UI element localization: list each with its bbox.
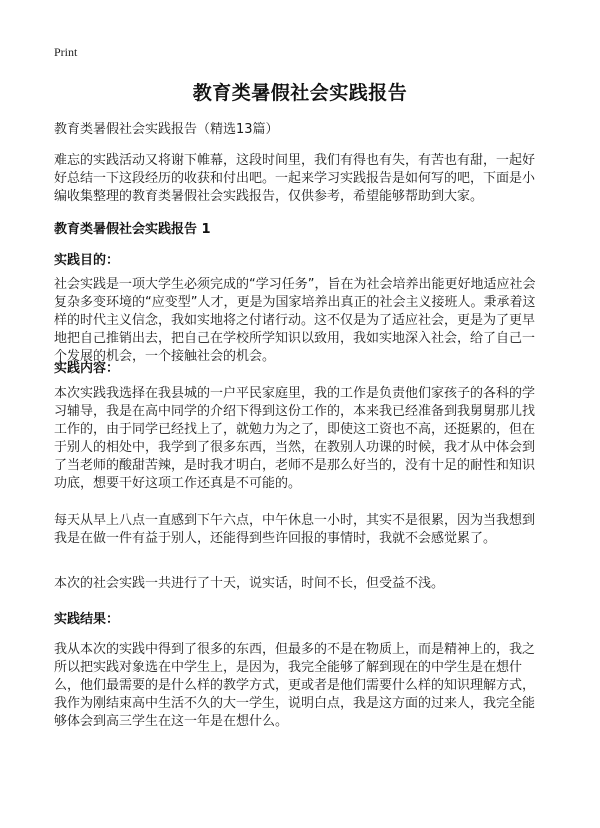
section-heading-purpose: 实践目的： [54,253,120,268]
section-paragraph: 社会实践是一项大学生必须完成的“学习任务”，旨在为社会培养出能更好地适应社会复杂多变环境的“应变型”人才，更是为国家培养出真正的社会主义接班人。秉承着这样的时代主义信念，我如实地将之付诸行动。这不仅是为了适应社会，更是为了更早地把自己推销出去，把自己在学校所学知识以致用，我如实地深入社会，给了自己一个发展的机会，一个接触社会的机会。 [54,277,536,364]
section-heading-result: 实践结果： [54,612,120,627]
section-paragraph: 本次实践我选择在我县城的一户平民家庭里，我的工作是负责他们家孩子的各科的学习辅导，我是在高中同学的介绍下得到这份工作的，本来我已经准备到我舅舅那儿找工作的，由于同学已经找上了，就勉力为之了，即使这工资也不高，还挺累的，但在于别人的相处中，我学到了很多东西，当然，在教别人功课的时候，我才从中体会到了当老师的酸甜苦辣，是时我才明白，老师不是那么好当的，没有十足的耐性和知识功底，想要干好这项工作还真是不可能的。 [54,386,536,491]
page-title: 教育类暑假社会实践报告 [192,82,408,104]
report-heading: 教育类暑假社会实践报告 1 [54,222,211,237]
section-paragraph: 本次的社会实践一共进行了十天，说实话，时间不长，但受益不浅。 [54,576,445,591]
section-paragraph: 每天从早上八点一直感到下午六点，中午休息一小时，其实不是很累，因为当我想到我是在做一件有益于别人，还能得到些许回报的事情时，我就不会感觉累了。 [54,513,536,546]
section-heading-content: 实践内容： [54,361,120,376]
section-paragraph: 我从本次的实践中得到了很多的东西，但最多的不是在物质上，而是精神上的，我之所以把实践对象选在中学生上，是因为，我完全能够了解到现在的中学生是在想什么，他们最需要的是什么样的教学方式，更或者是他们需要什么样的知识理解方式，我作为刚结束高中生活不久的大一学生，说明白点，我是这方面的过来人，我完全能够体会到高三学生在这一年是在想什么。 [54,642,536,729]
document-subtitle: 教育类暑假社会实践报告（精选13篇） [54,122,279,137]
intro-paragraph: 难忘的实践活动又将谢下帷幕，这段时间里，我们有得也有失，有苦也有甜，一起好好总结一下这段经历的收获和付出吧。一起来学习实践报告是如何写的吧，下面是小编收集整理的教育类暑假社会实践报告，仅供参考，希望能够帮助到大家。 [54,153,536,204]
print-link[interactable]: Print [54,45,78,59]
